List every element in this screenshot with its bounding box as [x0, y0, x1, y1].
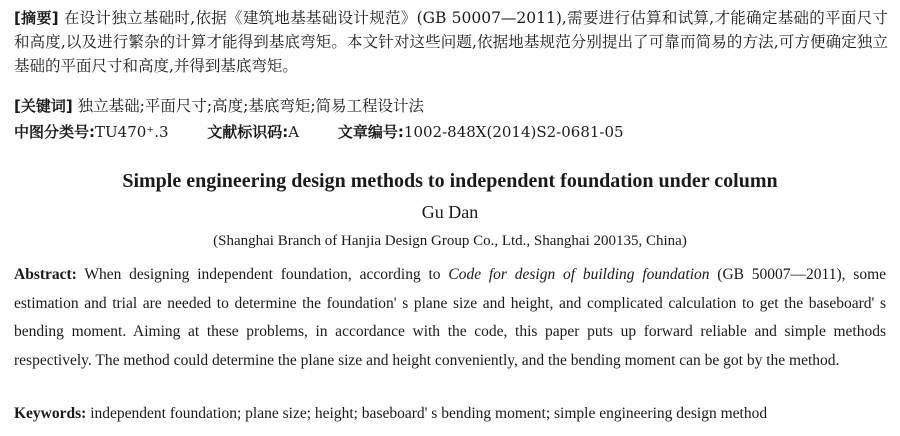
document-code-label: 文献标识码: — [207, 123, 289, 141]
article-meta — [14, 121, 658, 143]
english-title: Simple engineering design methods to independent foundation under column — [122, 170, 778, 192]
chinese-abstract — [14, 6, 888, 78]
chinese-abstract-label: [摘要] — [14, 9, 59, 27]
article-number-value: 1002-848X(2014)S2-0681-05 — [403, 123, 624, 141]
document-code — [207, 121, 299, 143]
chinese-keywords-text: 独立基础;平面尺寸;高度;基底弯矩;简易工程设计法 — [77, 97, 425, 115]
clc-number — [14, 121, 169, 143]
article-number — [338, 121, 624, 143]
english-abstract-label: Abstract: — [14, 266, 77, 283]
article-number-label: 文章编号: — [337, 123, 404, 141]
document-code-value: A — [288, 123, 300, 141]
cited-code-title: Code for design of building foundation — [448, 266, 710, 283]
english-keywords — [14, 403, 894, 425]
english-abstract — [14, 261, 886, 375]
clc-value: TU470⁺.3 — [95, 123, 169, 141]
english-abstract-text-2: (GB 50007—2011), some estimation and trial are needed to determine the foundation' s plane size and height, and complicated calculation to get the baseboard' s bending moment. Aiming at these problems, in accordance with the code, this paper puts up forward reliable and simple methods respectively. The method could determine the plane size and height conveniently, and the bending moment can be got by the method. — [14, 266, 887, 369]
chinese-abstract-text: 在设计独立基础时,依据《建筑地基基础设计规范》(GB 50007—2011),需要进行估算和试算,才能确定基础的平面尺寸和高度,以及进行繁杂的计算才能得到基底弯矩。本文针对这些问题,依据地基规范分别提出了可靠而简易的方法,可方便确定独立基础的平面尺寸和高度,并得到基底弯矩。 — [14, 9, 888, 75]
chinese-keywords-label: [关键词] — [14, 97, 73, 115]
author-affiliation: (Shanghai Branch of Hanjia Design Group Co., Ltd., Shanghai 200135, China) — [213, 233, 687, 249]
english-abstract-text-1: When designing independent foundation, according to — [76, 266, 449, 283]
english-keywords-label: Keywords: — [14, 405, 87, 422]
author-name: Gu Dan — [421, 202, 479, 222]
english-keywords-text: independent foundation; plane size; height; baseboard' s bending moment; simple engineering design method — [86, 405, 768, 422]
clc-label: 中图分类号: — [14, 123, 95, 141]
chinese-keywords — [14, 94, 888, 118]
